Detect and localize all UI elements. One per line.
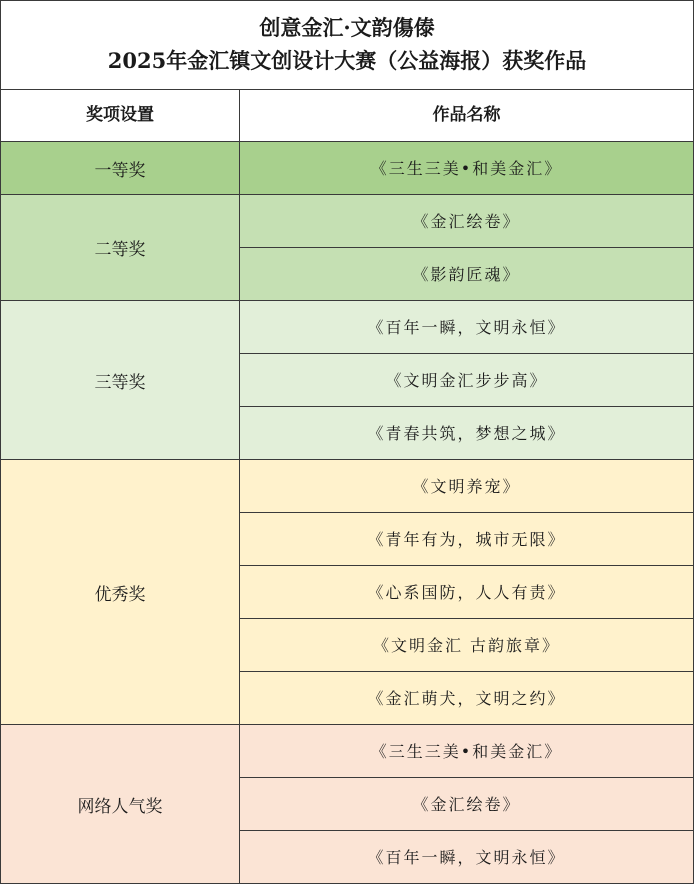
work-title: 《文明养宠》 <box>412 477 521 496</box>
work-title: 《金汇绘卷》 <box>240 777 693 831</box>
award-group-third-prize <box>1 301 693 460</box>
work-title: 《青春共筑，梦想之城》 <box>240 406 693 460</box>
work-title: 《三生三美•和美金汇》 <box>370 159 563 178</box>
award-group-popularity <box>1 725 693 883</box>
award-name: 一等奖 <box>1 142 240 194</box>
work-title: 《百年一瞬，文明永恒》 <box>367 318 566 337</box>
work-title: 《文明金汇 古韵旅章》 <box>240 618 693 672</box>
table-header-row <box>1 90 693 142</box>
award-name: 二等奖 <box>1 195 240 300</box>
work-title: 《青年有为，城市无限》 <box>240 512 693 566</box>
award-group-first-prize <box>1 142 693 195</box>
table-title <box>1 1 693 90</box>
work-title: 《金汇绘卷》 <box>412 212 521 231</box>
award-name: 网络人气奖 <box>1 725 240 883</box>
work-title: 《文明金汇步步高》 <box>240 353 693 407</box>
work-title: 《影韵匠魂》 <box>240 247 693 301</box>
title-line-2: 2025年金汇镇文创设计大赛（公益海报）获奖作品 <box>107 48 587 73</box>
header-work-column: 作品名称 <box>432 105 501 125</box>
work-title: 《三生三美•和美金汇》 <box>370 742 563 761</box>
award-name: 优秀奖 <box>1 460 240 724</box>
award-group-excellence <box>1 460 693 725</box>
header-award-column: 奖项设置 <box>1 90 240 141</box>
work-title: 《金汇萌犬，文明之约》 <box>240 671 693 725</box>
award-name: 三等奖 <box>1 301 240 459</box>
work-title: 《心系国防，人人有责》 <box>240 565 693 619</box>
award-group-second-prize <box>1 195 693 301</box>
work-title: 《百年一瞬，文明永恒》 <box>240 830 693 884</box>
title-line-1: 创意金汇·文韵傷傣 <box>259 15 435 40</box>
